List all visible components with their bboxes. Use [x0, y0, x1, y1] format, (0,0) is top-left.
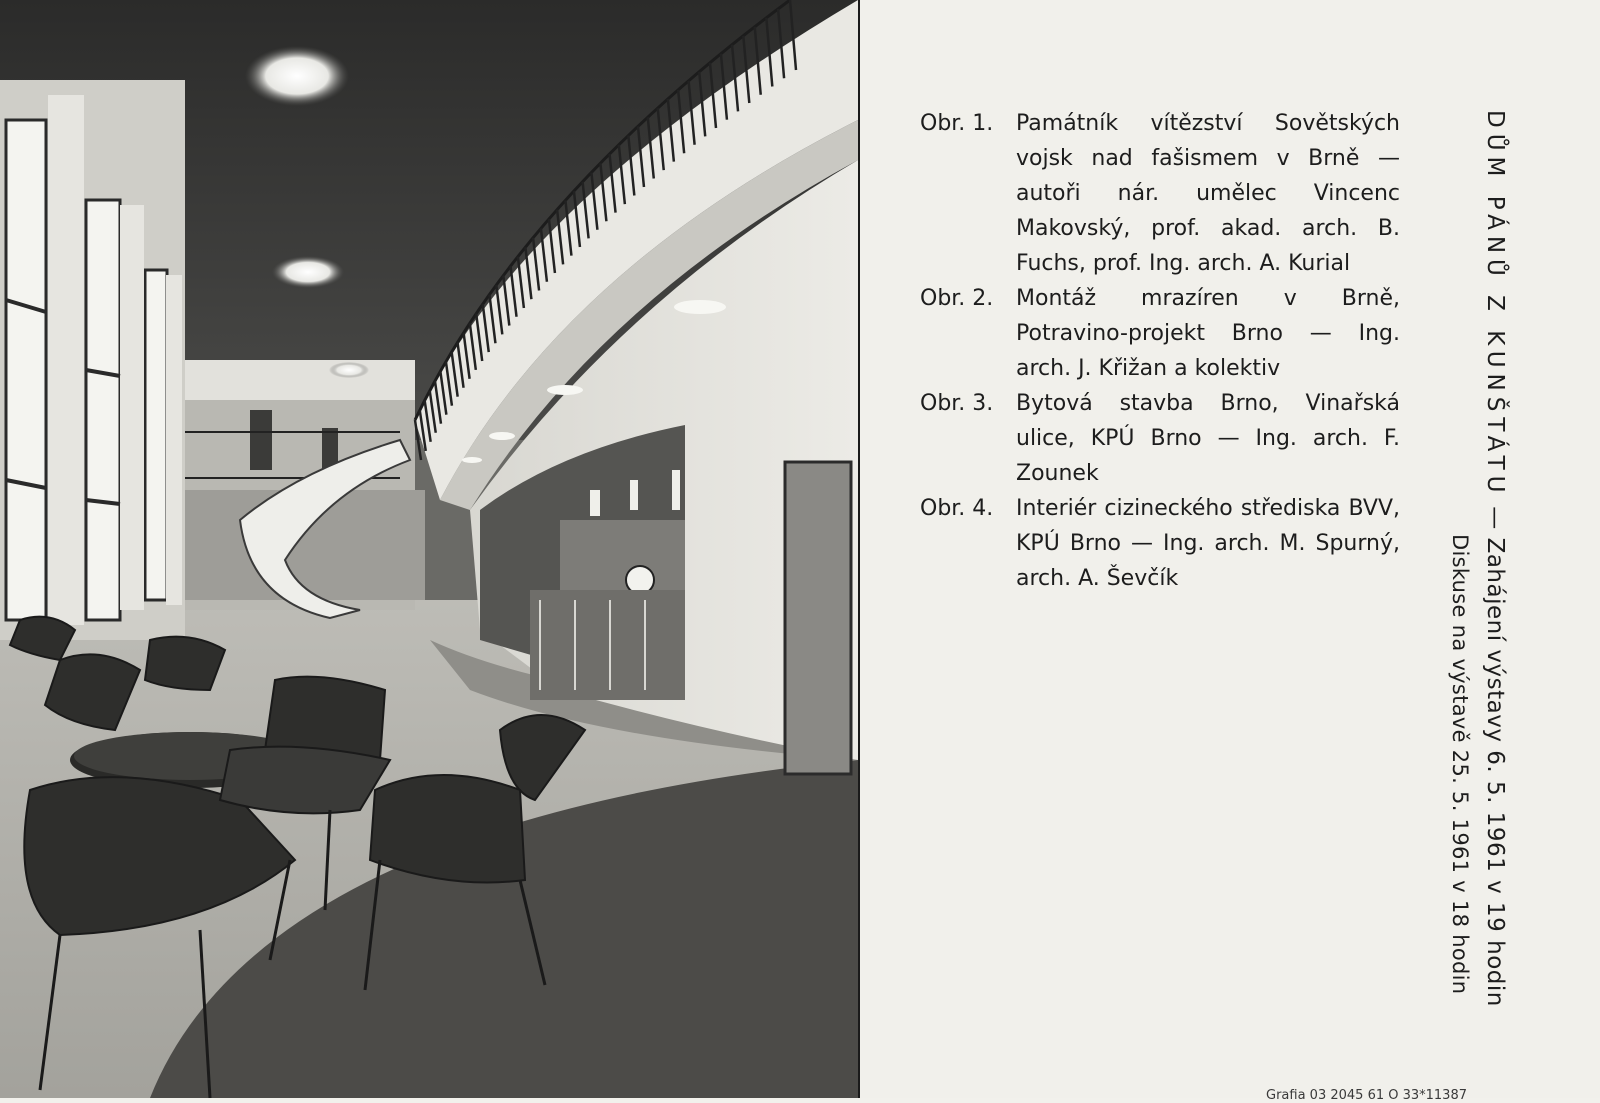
- opening-info: — Zahájení výstavy 6. 5. 1961 v 19 hodin: [1482, 498, 1508, 1007]
- caption-text: Interiér cizineckého střediska BVV, KPÚ Brno — Ing. arch. M. Spurný, arch. A. Ševčík: [1016, 496, 1400, 591]
- caption-figure-2: [920, 281, 1400, 386]
- caption-number: Obr. 3.: [920, 391, 994, 416]
- caption-figure-1: [920, 106, 1400, 281]
- venue-title: DŮM PÁNŮ Z KUNŠTÁTU: [1482, 110, 1508, 499]
- caption-number: Obr. 1.: [920, 111, 994, 136]
- discussion-info: Diskuse na výstavě 25. 5. 1961 v 18 hodin: [1448, 534, 1472, 995]
- caption-number: Obr. 2.: [920, 286, 994, 311]
- printer-imprint: Grafia 03 2045 61 O 33*11387: [1266, 1088, 1467, 1103]
- figure-captions: [920, 106, 1400, 596]
- vertical-discussion-line: [1448, 534, 1472, 994]
- caption-figure-4: [920, 491, 1400, 596]
- caption-number: Obr. 4.: [920, 496, 994, 521]
- caption-text: Památník vítězství Sovětských vojsk nad fašismem v Brně — autoři nár. umělec Vincenc Makovský, prof. akad. arch. B. Fuchs, prof. Ing. arch. A. Kurial: [1016, 111, 1400, 276]
- photo-edge-line: [858, 0, 860, 1098]
- vertical-exhibition-title: [1482, 110, 1508, 1007]
- caption-figure-3: [920, 386, 1400, 491]
- caption-text: Montáž mrazíren v Brně, Potravino-projekt Brno — Ing. arch. J. Křižan a kolektiv: [1016, 286, 1400, 381]
- caption-text: Bytová stavba Brno, Vinařská ulice, KPÚ Brno — Ing. arch. F. Zounek: [1016, 391, 1400, 486]
